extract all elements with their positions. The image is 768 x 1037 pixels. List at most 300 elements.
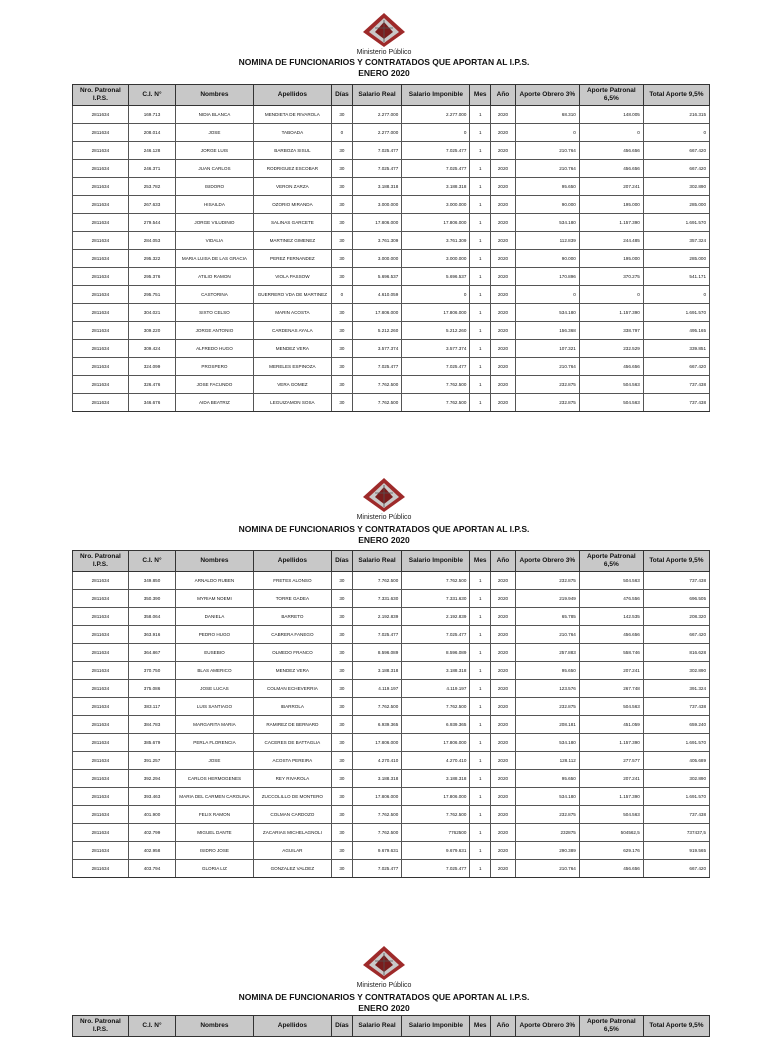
table-cell: 17.806.000 — [352, 788, 402, 806]
table-cell: PERLA FLORENCIA — [176, 734, 253, 752]
table-cell: 7.762.500 — [402, 376, 470, 394]
table-cell: 30 — [332, 160, 353, 178]
table-cell: 2020 — [491, 824, 516, 842]
table-cell: 3.761.309 — [402, 232, 470, 250]
table-cell: PEDRO HUGO — [176, 626, 253, 644]
table-cell: 7.762.500 — [402, 698, 470, 716]
table-header-row — [73, 551, 710, 572]
table-cell: 0 — [515, 286, 579, 304]
table-cell: JORGE ANTONIO — [176, 322, 253, 340]
table-cell: 1 — [470, 232, 491, 250]
table-cell: 1.157.390 — [579, 214, 643, 232]
table-cell: 216.315 — [643, 106, 709, 124]
table-cell: 3.000.000 — [402, 196, 470, 214]
table-cell: 3.188.318 — [402, 770, 470, 788]
table-cell: 30 — [332, 716, 353, 734]
table-cell: 30 — [332, 142, 353, 160]
table-cell: FELIX RAMON — [176, 806, 253, 824]
table-cell: PEREZ FERNANDEZ — [253, 250, 331, 268]
table-cell: HISAILDA — [176, 196, 253, 214]
table-cell: 1 — [470, 860, 491, 878]
column-header: Días — [332, 85, 353, 106]
table-cell: 2020 — [491, 142, 516, 160]
table-cell: MARIN ACOSTA — [253, 304, 331, 322]
table-cell: 30 — [332, 196, 353, 214]
column-header: Salario Imponible — [402, 551, 470, 572]
table-cell: OZORIO MIRANDA — [253, 196, 331, 214]
table-cell: 2020 — [491, 358, 516, 376]
table-cell: 2811634 — [73, 214, 129, 232]
table-cell: 5.212.260 — [402, 322, 470, 340]
table-row — [73, 842, 710, 860]
table-cell: 2020 — [491, 124, 516, 142]
column-header: Mes — [470, 85, 491, 106]
table-cell: 495.165 — [643, 322, 709, 340]
table-cell: 30 — [332, 788, 353, 806]
table-cell: 232.875 — [515, 394, 579, 412]
table-cell: 277.577 — [579, 752, 643, 770]
ministerio-publico-emblem-icon — [361, 12, 407, 48]
title-line-1: NOMINA DE FUNCIONARIOS Y CONTRATADOS QUE APORTAN AL I.P.S. — [238, 992, 530, 1002]
table-cell: 210.764 — [515, 142, 579, 160]
table-row — [73, 268, 710, 286]
table-cell: 246.371 — [128, 160, 175, 178]
table-cell: PROSPERO — [176, 358, 253, 376]
table-cell: 401.900 — [128, 806, 175, 824]
table-cell: 2811634 — [73, 322, 129, 340]
table-cell: 919.565 — [643, 842, 709, 860]
table-cell: 1.691.570 — [643, 734, 709, 752]
table-cell: 207.241 — [579, 662, 643, 680]
table-cell: 541.171 — [643, 268, 709, 286]
table-cell: 30 — [332, 232, 353, 250]
table-cell: ATILIO RAMON — [176, 268, 253, 286]
column-header: Mes — [470, 1016, 491, 1037]
table-cell: 95.650 — [515, 770, 579, 788]
table-cell: 667.420 — [643, 860, 709, 878]
table-cell: 208.014 — [128, 124, 175, 142]
table-row — [73, 626, 710, 644]
table-cell: 558.746 — [579, 644, 643, 662]
table-cell: 385.679 — [128, 734, 175, 752]
table-cell: 1 — [470, 698, 491, 716]
table-cell: 2020 — [491, 842, 516, 860]
table-cell: 8.596.089 — [402, 644, 470, 662]
table-cell: VIDALIA — [176, 232, 253, 250]
table-cell: ISIDORO — [176, 178, 253, 196]
table-cell: GONZALEZ VALDEZ — [253, 860, 331, 878]
table-cell: 30 — [332, 250, 353, 268]
table-cell: TORRE GADEA — [253, 590, 331, 608]
table-cell: 2811634 — [73, 394, 129, 412]
table-cell: 737.438 — [643, 376, 709, 394]
column-header: Año — [491, 1016, 516, 1037]
table-cell: 456.656 — [579, 860, 643, 878]
table-cell: 142.535 — [579, 608, 643, 626]
table-row — [73, 214, 710, 232]
table-cell: 195.000 — [579, 196, 643, 214]
table-cell: ACOSTA PEREIRA — [253, 752, 331, 770]
table-cell: 0 — [515, 124, 579, 142]
table-cell: 232.875 — [515, 572, 579, 590]
title-line-1: NOMINA DE FUNCIONARIOS Y CONTRATADOS QUE APORTAN AL I.P.S. — [238, 57, 530, 67]
table-cell: 5.696.537 — [352, 268, 402, 286]
table-cell: 0 — [579, 286, 643, 304]
table-cell: 290.389 — [515, 842, 579, 860]
table-cell: 2020 — [491, 860, 516, 878]
table-cell: 2811634 — [73, 806, 129, 824]
table-cell: 2020 — [491, 770, 516, 788]
table-cell: 2811634 — [73, 178, 129, 196]
table-cell: 339.851 — [643, 340, 709, 358]
title-line-2: ENERO 2020 — [358, 535, 410, 545]
table-cell: 2020 — [491, 394, 516, 412]
column-header: Nro. Patronal I.P.S. — [73, 85, 129, 106]
table-cell: 2.192.839 — [402, 608, 470, 626]
table-cell: 3.188.318 — [402, 662, 470, 680]
table-cell: CARDENAS AYALA — [253, 322, 331, 340]
title-line-2: ENERO 2020 — [358, 68, 410, 78]
table-cell: 370.275 — [579, 268, 643, 286]
table-cell: 2020 — [491, 376, 516, 394]
column-header: Apellidos — [253, 85, 331, 106]
table-row — [73, 698, 710, 716]
table-cell: 7.762.500 — [352, 394, 402, 412]
table-cell: MENDIETA DE RIVAROLA — [253, 106, 331, 124]
table-cell: CASTORINA — [176, 286, 253, 304]
table-cell: 30 — [332, 662, 353, 680]
table-cell: 2811634 — [73, 716, 129, 734]
table-cell: 1 — [470, 358, 491, 376]
logo — [0, 945, 768, 989]
table-cell: 383.117 — [128, 698, 175, 716]
ministerio-publico-emblem-icon — [361, 945, 407, 981]
table-cell: 302.890 — [643, 770, 709, 788]
table-cell: REY RIVAROLA — [253, 770, 331, 788]
org-name: Ministerio Público — [356, 982, 412, 989]
table-cell: 7.762.500 — [352, 698, 402, 716]
table-row — [73, 806, 710, 824]
table-cell: 68.310 — [515, 106, 579, 124]
table-cell: 107.321 — [515, 340, 579, 358]
table-cell: 30 — [332, 214, 353, 232]
table-cell: 2811634 — [73, 698, 129, 716]
table-cell: 30 — [332, 268, 353, 286]
table-cell: 0 — [402, 286, 470, 304]
table-cell: 232875 — [515, 824, 579, 842]
table-cell: 1 — [470, 178, 491, 196]
column-header: Aporte Obrero 3% — [515, 85, 579, 106]
table-cell: 123.576 — [515, 680, 579, 698]
table-cell: VERON ZARZA — [253, 178, 331, 196]
table-cell: VIOLA PASSOW — [253, 268, 331, 286]
table-cell: 2811634 — [73, 286, 129, 304]
table-cell: 7.762.500 — [352, 376, 402, 394]
table-cell: 210.764 — [515, 626, 579, 644]
table-cell: 0 — [579, 124, 643, 142]
table-cell: 17.806.000 — [402, 734, 470, 752]
table-cell: 4.119.197 — [352, 680, 402, 698]
table-cell: 3.188.318 — [352, 770, 402, 788]
table-cell: 1 — [470, 716, 491, 734]
table-cell: 17.806.000 — [402, 214, 470, 232]
table-cell: GUERRERO VDA DE MARTINEZ — [253, 286, 331, 304]
table-cell: 4.270.410 — [402, 752, 470, 770]
table-cell: 2020 — [491, 304, 516, 322]
table-cell: 504.563 — [579, 572, 643, 590]
table-cell: 7.025.477 — [352, 160, 402, 178]
table-cell: 30 — [332, 680, 353, 698]
table-cell: 2811634 — [73, 824, 129, 842]
table-cell: CACERES DE BATTAGLIA — [253, 734, 331, 752]
column-header: Total Aporte 9,5% — [643, 551, 709, 572]
table-cell: 364.867 — [128, 644, 175, 662]
table-cell: JOSE LUCAS — [176, 680, 253, 698]
table-cell: 4.119.197 — [402, 680, 470, 698]
table-cell: 30 — [332, 358, 353, 376]
ministerio-publico-emblem-icon — [361, 477, 407, 513]
table-cell: 17.806.000 — [352, 734, 402, 752]
table-cell: 3.000.000 — [402, 250, 470, 268]
table-cell: 1.691.570 — [643, 788, 709, 806]
column-header: Salario Imponible — [402, 1016, 470, 1037]
table-cell: 391.257 — [128, 752, 175, 770]
table-row — [73, 340, 710, 358]
table-cell: 2811634 — [73, 662, 129, 680]
table-cell: 90.000 — [515, 196, 579, 214]
document-title — [0, 992, 768, 1014]
table-cell: 30 — [332, 824, 353, 842]
table-cell: BARBOZA SISUL — [253, 142, 331, 160]
column-header: Año — [491, 85, 516, 106]
table-cell: 504562,5 — [579, 824, 643, 842]
column-header: Mes — [470, 551, 491, 572]
table-cell: 232.875 — [515, 806, 579, 824]
table-cell: 504.563 — [579, 376, 643, 394]
table-cell: 2020 — [491, 340, 516, 358]
table-cell: 1 — [470, 590, 491, 608]
logo — [0, 12, 768, 56]
table-cell: 1 — [470, 806, 491, 824]
table-cell: MIGUEL DANTE — [176, 824, 253, 842]
table-cell: 629.176 — [579, 842, 643, 860]
table-cell: 2811634 — [73, 160, 129, 178]
table-cell: 6.939.365 — [402, 716, 470, 734]
table-cell: JORGE LUIS — [176, 142, 253, 160]
table-cell: 232.875 — [515, 376, 579, 394]
table-cell: 30 — [332, 806, 353, 824]
table-cell: 737437,5 — [643, 824, 709, 842]
table-cell: IBARROLA — [253, 698, 331, 716]
column-header: Total Aporte 9,5% — [643, 1016, 709, 1037]
table-cell: MARTINEZ GIMENEZ — [253, 232, 331, 250]
table-cell: 1 — [470, 304, 491, 322]
table-cell: 667.420 — [643, 626, 709, 644]
table-cell: 128.112 — [515, 752, 579, 770]
table-cell: 1 — [470, 268, 491, 286]
table-cell: 30 — [332, 752, 353, 770]
table-cell: 363.916 — [128, 626, 175, 644]
table-cell: 4.270.410 — [352, 752, 402, 770]
table-cell: 2020 — [491, 286, 516, 304]
table-cell: 659.240 — [643, 716, 709, 734]
table-cell: 667.420 — [643, 160, 709, 178]
table-cell: 737.438 — [643, 394, 709, 412]
column-header: Salario Real — [352, 551, 402, 572]
table-cell: MARIA LUISA DE LAS GRACIA — [176, 250, 253, 268]
table-cell: 7.762.500 — [402, 572, 470, 590]
table-cell: AGUILAR — [253, 842, 331, 860]
table-row — [73, 232, 710, 250]
table-cell: 2.277.000 — [352, 106, 402, 124]
table-cell: 402.958 — [128, 842, 175, 860]
column-header: Año — [491, 551, 516, 572]
table-cell: 207.241 — [579, 178, 643, 196]
table-cell: MYRIAM NOEMI — [176, 590, 253, 608]
table-row — [73, 608, 710, 626]
table-cell: 1 — [470, 376, 491, 394]
column-header: Días — [332, 1016, 353, 1037]
table-cell: 284.053 — [128, 232, 175, 250]
column-header: Apellidos — [253, 1016, 331, 1037]
table-cell: 1.691.570 — [643, 214, 709, 232]
table-cell: 3.000.000 — [352, 196, 402, 214]
table-cell: 405.689 — [643, 752, 709, 770]
table-row — [73, 860, 710, 878]
table-cell: 456.656 — [579, 358, 643, 376]
table-cell: 393.463 — [128, 788, 175, 806]
table-cell: 210.764 — [515, 160, 579, 178]
table-cell: 1 — [470, 196, 491, 214]
table-cell: BARRETO — [253, 608, 331, 626]
table-cell: 90.000 — [515, 250, 579, 268]
table-cell: 667.420 — [643, 142, 709, 160]
table-cell: 4.610.059 — [352, 286, 402, 304]
table-cell: 304.021 — [128, 304, 175, 322]
table-row — [73, 394, 710, 412]
table-cell: JORGE VILUDINIO — [176, 214, 253, 232]
table-cell: 302.890 — [643, 662, 709, 680]
table-cell: 1 — [470, 340, 491, 358]
table-cell: 1 — [470, 322, 491, 340]
table-row — [73, 752, 710, 770]
table-cell: 1 — [470, 626, 491, 644]
table-cell: 2.192.839 — [352, 608, 402, 626]
column-header: Salario Imponible — [402, 85, 470, 106]
table-cell: 9.679.631 — [402, 842, 470, 860]
table-cell: 403.794 — [128, 860, 175, 878]
table-cell: 504.563 — [579, 806, 643, 824]
table-cell: 3.577.374 — [352, 340, 402, 358]
table-cell: 476.556 — [579, 590, 643, 608]
table-cell: 3.577.374 — [402, 340, 470, 358]
table-cell: 2020 — [491, 268, 516, 286]
org-name: Ministerio Público — [356, 49, 412, 56]
document-title — [0, 524, 768, 546]
table-cell: 30 — [332, 842, 353, 860]
table-cell: 1.157.390 — [579, 788, 643, 806]
table-cell: COLMAN ECHEVERRIA — [253, 680, 331, 698]
table-cell: 1 — [470, 394, 491, 412]
table-cell: 2020 — [491, 680, 516, 698]
document-title — [0, 57, 768, 79]
column-header: Aporte Patronal 6,5% — [579, 85, 643, 106]
table-cell: 358.064 — [128, 608, 175, 626]
table-row — [73, 322, 710, 340]
table-cell: 2811634 — [73, 142, 129, 160]
table-cell: 30 — [332, 698, 353, 716]
table-cell: 7.762.500 — [352, 824, 402, 842]
table-cell: 7.025.477 — [402, 142, 470, 160]
table-cell: 667.420 — [643, 358, 709, 376]
table-cell: VERA GOMEZ — [253, 376, 331, 394]
table-cell: 279.544 — [128, 214, 175, 232]
table-cell: 1 — [470, 124, 491, 142]
table-cell: 7762500 — [402, 824, 470, 842]
table-row — [73, 376, 710, 394]
table-cell: 0 — [332, 124, 353, 142]
table-row — [73, 196, 710, 214]
table-cell: BLAS AMERICO — [176, 662, 253, 680]
table-cell: 232.875 — [515, 698, 579, 716]
table-cell: 2020 — [491, 662, 516, 680]
table-cell: 737.438 — [643, 572, 709, 590]
table-cell: 456.656 — [579, 142, 643, 160]
table-cell: 2811634 — [73, 124, 129, 142]
table-cell: 7.762.500 — [352, 806, 402, 824]
table-cell: 7.762.500 — [402, 806, 470, 824]
table-cell: 2020 — [491, 160, 516, 178]
table-row — [73, 304, 710, 322]
table-cell: 1 — [470, 788, 491, 806]
table-cell: 30 — [332, 860, 353, 878]
table-cell: 451.059 — [579, 716, 643, 734]
table-header-row — [73, 1016, 710, 1037]
table-cell: 257.883 — [515, 644, 579, 662]
table-cell: 2811634 — [73, 196, 129, 214]
table-cell: 370.750 — [128, 662, 175, 680]
table-cell: 2811634 — [73, 770, 129, 788]
table-cell: 1.157.390 — [579, 734, 643, 752]
table-cell: 1 — [470, 608, 491, 626]
column-header: C.I. N° — [128, 551, 175, 572]
table-cell: 534.180 — [515, 304, 579, 322]
column-header: Nombres — [176, 551, 253, 572]
table-cell: 1 — [470, 770, 491, 788]
table-cell: 7.331.630 — [402, 590, 470, 608]
table-cell: 326.476 — [128, 376, 175, 394]
table-cell: 30 — [332, 626, 353, 644]
table-cell: 350.390 — [128, 590, 175, 608]
table-cell: JOSE — [176, 124, 253, 142]
table-cell: 309.220 — [128, 322, 175, 340]
table-cell: 210.764 — [515, 358, 579, 376]
table-row — [73, 680, 710, 698]
title-line-1: NOMINA DE FUNCIONARIOS Y CONTRATADOS QUE APORTAN AL I.P.S. — [238, 524, 530, 534]
table-cell: 30 — [332, 590, 353, 608]
table-cell: 0 — [332, 286, 353, 304]
table-cell: 295.376 — [128, 268, 175, 286]
table-row — [73, 124, 710, 142]
table-cell: 30 — [332, 770, 353, 788]
table-row — [73, 644, 710, 662]
table-row — [73, 662, 710, 680]
table-cell: 384.783 — [128, 716, 175, 734]
table-cell: 8.596.089 — [352, 644, 402, 662]
table-cell: 1 — [470, 680, 491, 698]
payroll-table — [72, 84, 710, 412]
table-row — [73, 770, 710, 788]
